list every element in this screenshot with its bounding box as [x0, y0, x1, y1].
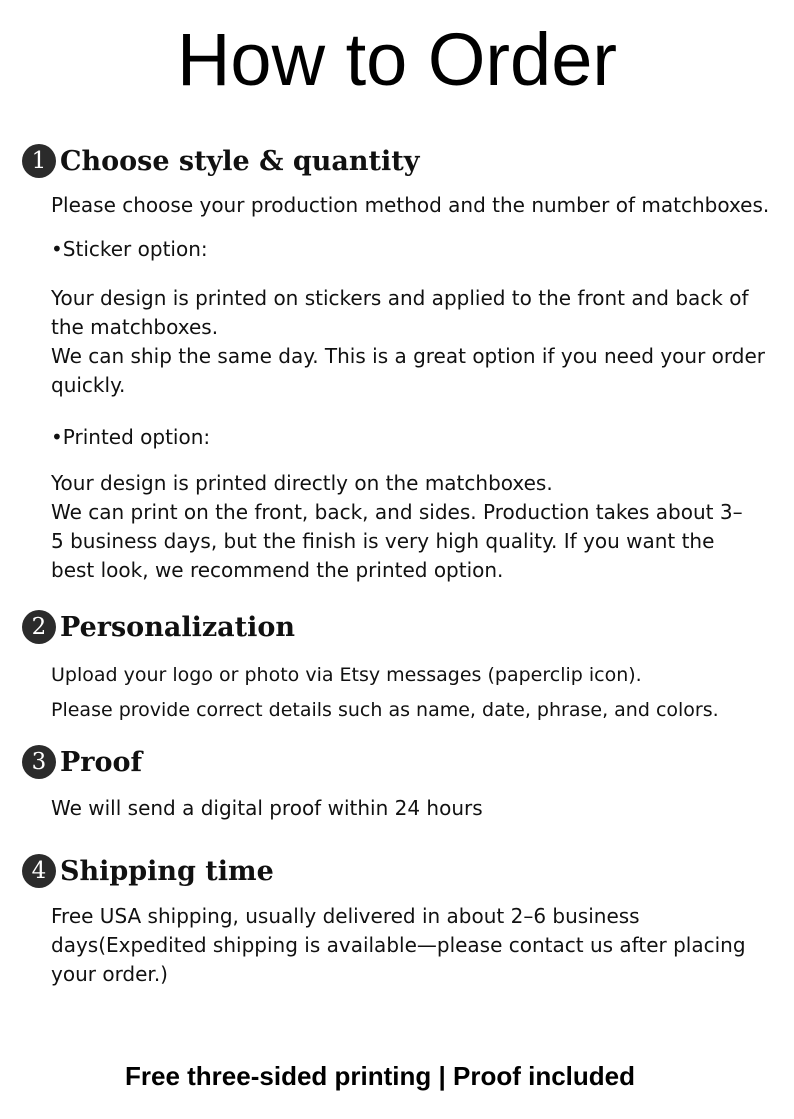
step-4-heading [22, 851, 274, 891]
step-number-badge: 1 [22, 144, 56, 178]
step-title: Proof [60, 746, 143, 778]
sticker-option-shipping: We can ship the same day. This is a great option if you need your order quickly. [51, 344, 765, 397]
printed-option-label: •Printed option: [51, 425, 211, 449]
step-title: Choose style & quantity [60, 145, 420, 177]
footer-tagline: Free three-sided printing | Proof included [125, 1061, 635, 1091]
personalization-upload-text: Upload your logo or photo via Etsy messages (paperclip icon). [51, 664, 642, 686]
step-number-badge: 4 [22, 854, 56, 888]
step-3-heading [22, 742, 142, 782]
step-2-heading [22, 607, 295, 647]
step-title: Shipping time [60, 855, 274, 887]
sticker-option-label: •Sticker option: [51, 237, 208, 261]
personalization-details-text: Please provide correct details such as name, date, phrase, and colors. [51, 699, 719, 721]
step-1-intro: Please choose your production method and the number of matchboxes. [51, 193, 770, 217]
printed-option-text: Your design is printed directly on the matchboxes. [51, 471, 553, 495]
shipping-text: Free USA shipping, usually delivered in about 2–6 business days(Expedited shipping is available—please contact us after placing your order.) [51, 904, 746, 986]
step-number-badge: 2 [22, 610, 56, 644]
step-number-badge: 3 [22, 745, 56, 779]
sticker-option-text: Your design is printed on stickers and applied to the front and back of the matchboxes. [51, 286, 749, 339]
step-1-heading [22, 141, 419, 181]
page-title: How to Order [176, 18, 618, 101]
step-title: Personalization [60, 611, 296, 643]
proof-text: We will send a digital proof within 24 hours [51, 796, 483, 820]
printed-option-details: We can print on the front, back, and sides. Production takes about 3–5 business days, but the finish is very high quality. If you want the best look, we recommend the printed option. [51, 500, 743, 582]
